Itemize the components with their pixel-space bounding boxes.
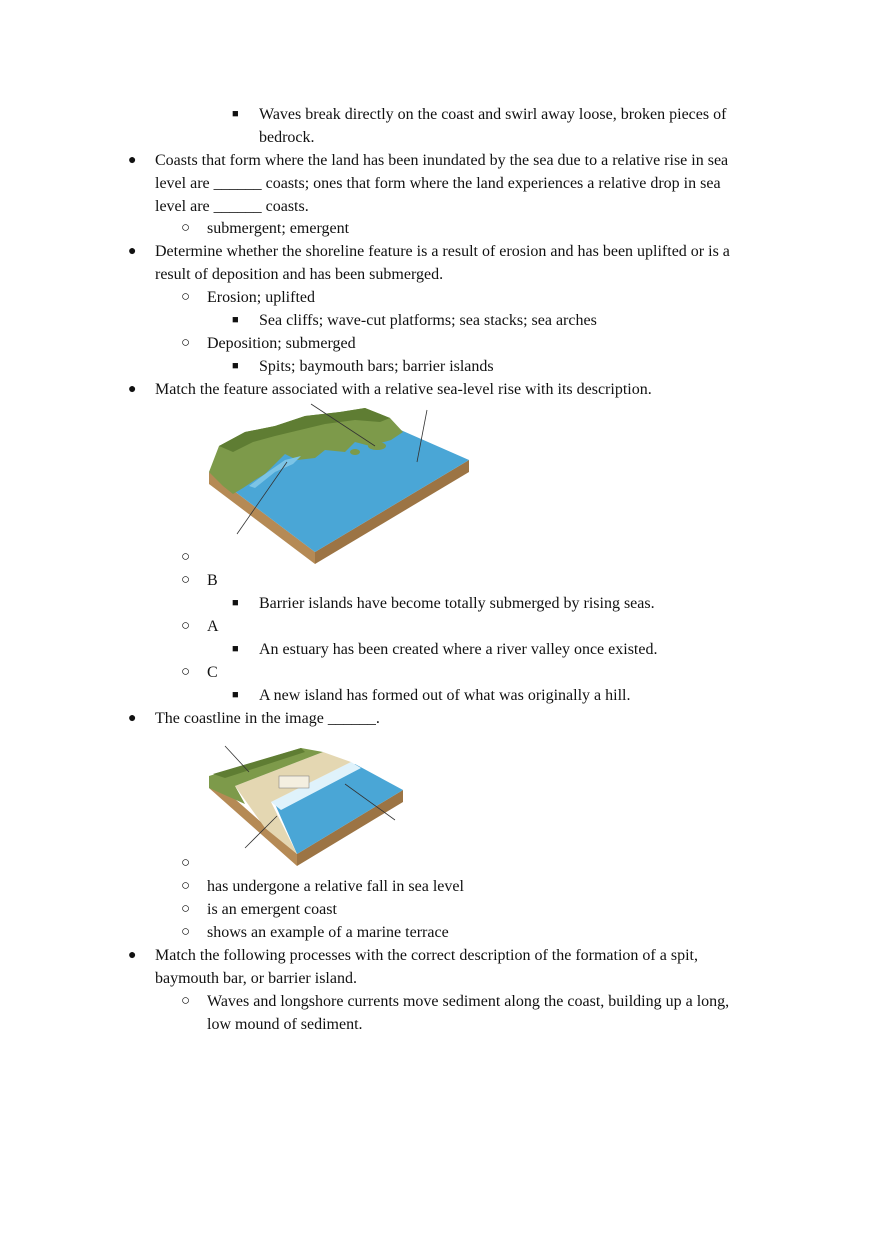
- square-bullet: ■: [232, 108, 239, 120]
- question-coasts-line-2: level are ______ coasts; ones that form where the land experiences a relative drop in sea: [155, 175, 721, 192]
- terrace-sign: [279, 776, 309, 788]
- option-c: C: [207, 664, 218, 681]
- disc-bullet: ●: [128, 948, 137, 963]
- text-waves-break-1: Waves break directly on the coast and swirl away loose, broken pieces of: [259, 106, 727, 123]
- question-match-sea-level-rise: Match the feature associated with a relative sea-level rise with its description.: [155, 381, 652, 398]
- submergent-coast-figure: [205, 402, 475, 568]
- answer-submergent-emergent: submergent; emergent: [207, 220, 350, 237]
- circle-bullet: ○: [181, 855, 191, 871]
- option-erosion-uplifted: Erosion; uplifted: [207, 289, 315, 306]
- question-coasts-line-3: level are ______ coasts.: [155, 198, 309, 215]
- question-coasts-line-1: Coasts that form where the land has been inundated by the sea due to a relative rise in sea: [155, 152, 729, 169]
- circle-bullet: ○: [181, 901, 191, 917]
- disc-bullet: ●: [128, 153, 137, 168]
- erosion-examples: Sea cliffs; wave-cut platforms; sea stacks; sea arches: [259, 312, 597, 329]
- answer-relative-fall: has undergone a relative fall in sea level: [207, 878, 464, 895]
- option-b: B: [207, 572, 218, 589]
- question-match-processes-2: baymouth bar, or barrier island.: [155, 970, 357, 987]
- question-determine-line-2: result of deposition and has been submerged.: [155, 266, 444, 283]
- circle-bullet: ○: [181, 289, 191, 305]
- disc-bullet: ●: [128, 244, 137, 259]
- circle-bullet: ○: [181, 993, 191, 1009]
- question-match-processes-1: Match the following processes with the correct description of the formation of a spit,: [155, 947, 698, 964]
- square-bullet: ■: [232, 643, 239, 655]
- circle-bullet: ○: [181, 878, 191, 894]
- circle-bullet: ○: [181, 618, 191, 634]
- circle-bullet: ○: [181, 335, 191, 351]
- square-bullet: ■: [232, 689, 239, 701]
- emergent-coast-figure: [205, 744, 410, 870]
- disc-bullet: ●: [128, 711, 137, 726]
- circle-bullet: ○: [181, 924, 191, 940]
- option-deposition-submerged: Deposition; submerged: [207, 335, 356, 352]
- question-determine-line-1: Determine whether the shoreline feature is a result of erosion and has been uplifted or is a: [155, 243, 730, 260]
- square-bullet: ■: [232, 314, 239, 326]
- circle-bullet: ○: [181, 220, 191, 236]
- option-a-description: An estuary has been created where a river valley once existed.: [259, 641, 658, 658]
- option-a: A: [207, 618, 219, 635]
- circle-bullet: ○: [181, 572, 191, 588]
- option-b-description: Barrier islands have become totally submerged by rising seas.: [259, 595, 655, 612]
- disc-bullet: ●: [128, 382, 137, 397]
- option-c-description: A new island has formed out of what was originally a hill.: [259, 687, 631, 704]
- answer-marine-terrace: shows an example of a marine terrace: [207, 924, 449, 941]
- question-coastline: The coastline in the image ______.: [155, 710, 380, 727]
- text-waves-break-2: bedrock.: [259, 129, 315, 146]
- circle-bullet: ○: [181, 664, 191, 680]
- island-small: [350, 449, 360, 455]
- circle-bullet: ○: [181, 549, 191, 565]
- square-bullet: ■: [232, 597, 239, 609]
- process-1-line-2: low mound of sediment.: [207, 1016, 363, 1033]
- process-1-line-1: Waves and longshore currents move sediment along the coast, building up a long,: [207, 993, 730, 1010]
- answer-emergent-coast: is an emergent coast: [207, 901, 337, 918]
- square-bullet: ■: [232, 360, 239, 372]
- deposition-examples: Spits; baymouth bars; barrier islands: [259, 358, 494, 375]
